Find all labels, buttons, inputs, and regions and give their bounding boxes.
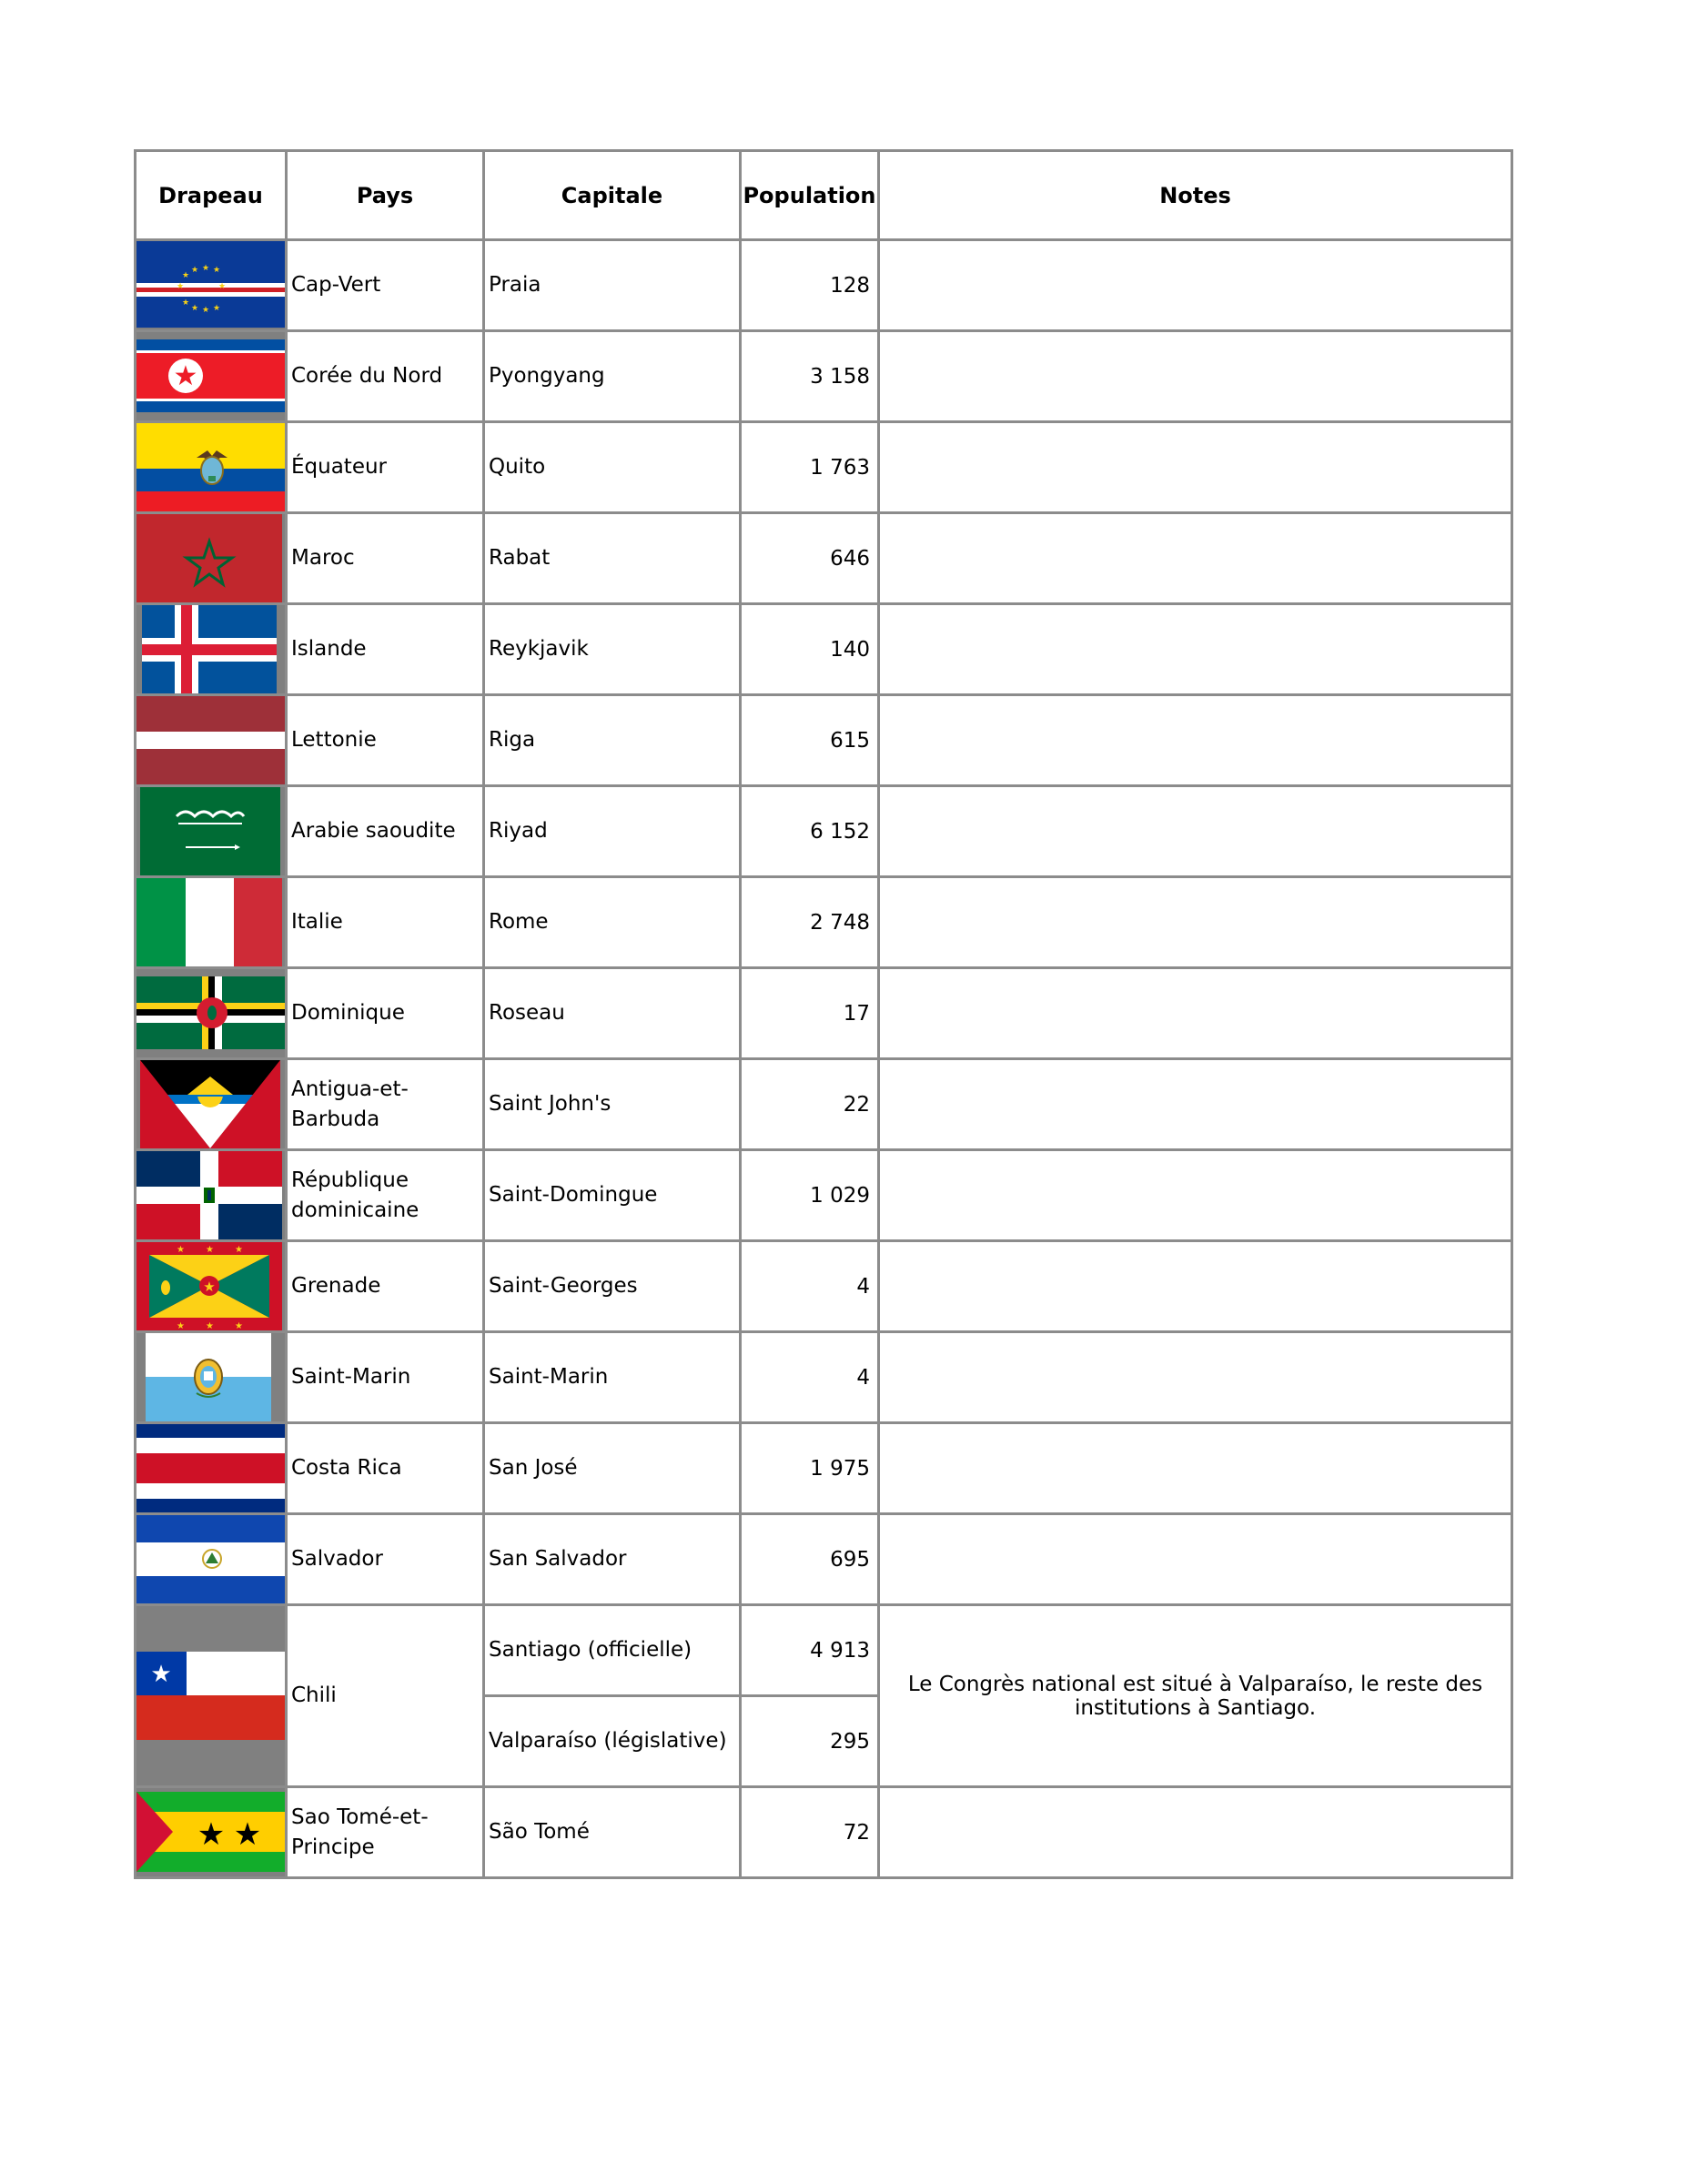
table-row bbox=[136, 513, 1512, 604]
flag-cell bbox=[136, 695, 287, 786]
morocco-flag-icon bbox=[136, 514, 282, 602]
flag-cell bbox=[136, 968, 287, 1059]
header-notes: Notes bbox=[879, 151, 1512, 240]
country-cell: Équateur bbox=[287, 422, 484, 513]
table-row bbox=[136, 968, 1512, 1059]
country-cell: Salvador bbox=[287, 1514, 484, 1605]
flag-cell bbox=[136, 240, 287, 331]
header-row bbox=[136, 151, 1512, 240]
flag-cell bbox=[136, 1514, 287, 1605]
capital-cell: Pyongyang bbox=[484, 331, 741, 422]
north-korea-flag-icon bbox=[136, 339, 287, 412]
latvia-flag-icon bbox=[136, 696, 287, 784]
iceland-flag-icon bbox=[142, 605, 277, 693]
dominican-republic-flag-icon bbox=[136, 1151, 282, 1239]
chile-flag-icon bbox=[136, 1652, 287, 1740]
capital-cell: Saint-Domingue bbox=[484, 1150, 741, 1241]
population-cell: 22 bbox=[741, 1059, 879, 1150]
country-cell: Costa Rica bbox=[287, 1423, 484, 1514]
svg-text:★: ★ bbox=[233, 1816, 262, 1853]
capital-cell: Reykjavik bbox=[484, 604, 741, 695]
notes-cell bbox=[879, 1332, 1512, 1423]
svg-text:★: ★ bbox=[235, 1245, 243, 1255]
table-row bbox=[136, 695, 1512, 786]
flag-cell bbox=[136, 1059, 287, 1150]
country-cell: Chili bbox=[287, 1605, 484, 1787]
capital-cell: Santiago (officielle) bbox=[484, 1605, 741, 1696]
notes-cell bbox=[879, 968, 1512, 1059]
country-cell: Dominique bbox=[287, 968, 484, 1059]
capital-cell: Roseau bbox=[484, 968, 741, 1059]
flag-cell bbox=[136, 1787, 287, 1878]
svg-text:★: ★ bbox=[182, 271, 190, 280]
capital-cell: Quito bbox=[484, 422, 741, 513]
countries-table bbox=[134, 149, 1513, 1879]
notes-cell bbox=[879, 1787, 1512, 1878]
sao-tome-principe-flag-icon bbox=[136, 1792, 287, 1872]
notes-cell bbox=[879, 695, 1512, 786]
table-row bbox=[136, 604, 1512, 695]
country-cell: Maroc bbox=[287, 513, 484, 604]
country-cell: Islande bbox=[287, 604, 484, 695]
svg-text:★: ★ bbox=[150, 1661, 172, 1688]
header-country: Pays bbox=[287, 151, 484, 240]
population-cell: 4 bbox=[741, 1241, 879, 1332]
notes-cell bbox=[879, 1241, 1512, 1332]
flag-cell bbox=[136, 1332, 287, 1423]
notes-cell bbox=[879, 331, 1512, 422]
capital-cell: Rabat bbox=[484, 513, 741, 604]
svg-text:★: ★ bbox=[235, 1321, 243, 1330]
table-row bbox=[136, 877, 1512, 968]
population-cell: 72 bbox=[741, 1787, 879, 1878]
capital-cell: Rome bbox=[484, 877, 741, 968]
capital-cell: Saint-Georges bbox=[484, 1241, 741, 1332]
country-cell: Lettonie bbox=[287, 695, 484, 786]
country-cell: Arabie saoudite bbox=[287, 786, 484, 877]
notes-cell bbox=[879, 1150, 1512, 1241]
svg-text:★: ★ bbox=[191, 266, 199, 275]
population-cell: 1 029 bbox=[741, 1150, 879, 1241]
flag-cell bbox=[136, 604, 287, 695]
flag-cell bbox=[136, 1605, 287, 1787]
notes-cell: Le Congrès national est situé à Valparaíso, le reste des institutions à Santiago. bbox=[879, 1605, 1512, 1787]
table-row bbox=[136, 422, 1512, 513]
italy-flag-icon bbox=[136, 878, 282, 966]
capital-cell: Riga bbox=[484, 695, 741, 786]
saudi-arabia-flag-icon bbox=[140, 787, 280, 875]
country-cell: Saint-Marin bbox=[287, 1332, 484, 1423]
svg-text:★: ★ bbox=[206, 1245, 214, 1255]
antigua-barbuda-flag-icon bbox=[140, 1060, 280, 1148]
capital-cell: Riyad bbox=[484, 786, 741, 877]
svg-text:★: ★ bbox=[206, 1321, 214, 1330]
svg-text:★: ★ bbox=[191, 304, 199, 313]
svg-text:★: ★ bbox=[203, 1279, 216, 1295]
notes-cell bbox=[879, 877, 1512, 968]
capital-cell: Saint-Marin bbox=[484, 1332, 741, 1423]
header-population: Population bbox=[741, 151, 879, 240]
capital-cell: Valparaíso (législative) bbox=[484, 1696, 741, 1787]
table-row bbox=[136, 1150, 1512, 1241]
capital-cell: Praia bbox=[484, 240, 741, 331]
table-row bbox=[136, 1787, 1512, 1878]
population-cell: 6 152 bbox=[741, 786, 879, 877]
flag-cell bbox=[136, 422, 287, 513]
table-row bbox=[136, 1514, 1512, 1605]
el-salvador-flag-icon bbox=[136, 1515, 287, 1603]
notes-cell bbox=[879, 604, 1512, 695]
svg-text:★: ★ bbox=[177, 1245, 185, 1255]
population-cell: 3 158 bbox=[741, 331, 879, 422]
svg-text:★: ★ bbox=[213, 304, 221, 313]
svg-text:★: ★ bbox=[173, 360, 198, 392]
capital-cell: San José bbox=[484, 1423, 741, 1514]
san-marino-flag-icon bbox=[146, 1333, 271, 1421]
svg-text:★: ★ bbox=[177, 282, 185, 291]
country-cell: Sao Tomé-et-Principe bbox=[287, 1787, 484, 1878]
notes-cell bbox=[879, 786, 1512, 877]
ecuador-flag-icon bbox=[136, 423, 287, 513]
capital-cell: San Salvador bbox=[484, 1514, 741, 1605]
flag-cell bbox=[136, 877, 287, 968]
country-cell: Corée du Nord bbox=[287, 331, 484, 422]
flag-cell bbox=[136, 786, 287, 877]
population-cell: 695 bbox=[741, 1514, 879, 1605]
population-cell: 295 bbox=[741, 1696, 879, 1787]
flag-cell bbox=[136, 1423, 287, 1514]
header-capital: Capitale bbox=[484, 151, 741, 240]
table-row bbox=[136, 331, 1512, 422]
flag-cell bbox=[136, 1241, 287, 1332]
table-row bbox=[136, 1332, 1512, 1423]
table-row bbox=[136, 1423, 1512, 1514]
country-cell: Antigua-et-Barbuda bbox=[287, 1059, 484, 1150]
notes-cell bbox=[879, 240, 1512, 331]
svg-text:★: ★ bbox=[218, 282, 227, 291]
population-cell: 128 bbox=[741, 240, 879, 331]
svg-text:★: ★ bbox=[202, 306, 210, 315]
country-cell: République dominicaine bbox=[287, 1150, 484, 1241]
svg-text:★: ★ bbox=[197, 1816, 226, 1853]
notes-cell bbox=[879, 422, 1512, 513]
population-cell: 1 763 bbox=[741, 422, 879, 513]
svg-text:★: ★ bbox=[182, 298, 190, 308]
notes-cell bbox=[879, 1514, 1512, 1605]
table-row bbox=[136, 1059, 1512, 1150]
country-cell: Grenade bbox=[287, 1241, 484, 1332]
capital-cell: Saint John's bbox=[484, 1059, 741, 1150]
header-flag: Drapeau bbox=[136, 151, 287, 240]
population-cell: 140 bbox=[741, 604, 879, 695]
table-row bbox=[136, 240, 1512, 331]
grenada-flag-icon bbox=[136, 1242, 282, 1330]
table-row bbox=[136, 1241, 1512, 1332]
table-row bbox=[136, 1605, 1512, 1696]
population-cell: 1 975 bbox=[741, 1423, 879, 1514]
country-cell: Italie bbox=[287, 877, 484, 968]
population-cell: 4 bbox=[741, 1332, 879, 1423]
flag-cell bbox=[136, 513, 287, 604]
notes-cell bbox=[879, 1423, 1512, 1514]
capital-cell: São Tomé bbox=[484, 1787, 741, 1878]
dominica-flag-icon bbox=[136, 976, 287, 1049]
svg-text:★: ★ bbox=[202, 264, 210, 273]
population-cell: 4 913 bbox=[741, 1605, 879, 1696]
notes-cell bbox=[879, 1059, 1512, 1150]
population-cell: 17 bbox=[741, 968, 879, 1059]
population-cell: 646 bbox=[741, 513, 879, 604]
population-cell: 2 748 bbox=[741, 877, 879, 968]
population-cell: 615 bbox=[741, 695, 879, 786]
flag-cell bbox=[136, 1150, 287, 1241]
flag-cell bbox=[136, 331, 287, 422]
svg-text:★: ★ bbox=[213, 266, 221, 275]
costa-rica-flag-icon bbox=[136, 1424, 287, 1512]
country-cell: Cap-Vert bbox=[287, 240, 484, 331]
notes-cell bbox=[879, 513, 1512, 604]
cape-verde-flag-icon bbox=[136, 241, 287, 328]
table-row bbox=[136, 786, 1512, 877]
svg-text:★: ★ bbox=[177, 1321, 185, 1330]
